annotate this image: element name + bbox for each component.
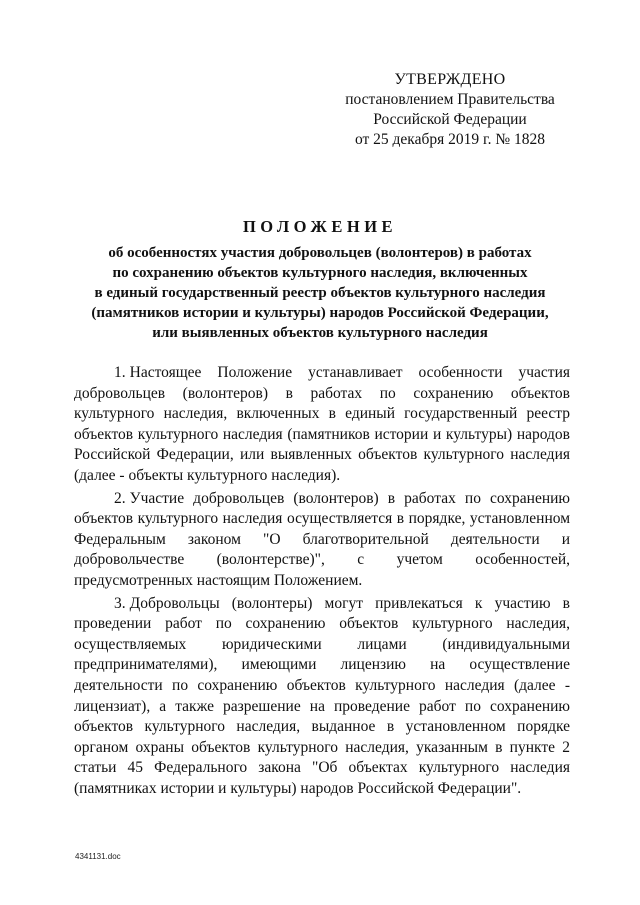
paragraph-text: Настоящее Положение устанавливает особенности участия добровольцев (волонтеров) в работах по сохранению объектов культурного наследия, включенных в единый государственный реестр объектов культурного наследия (памятников истории и культуры) народов Российской Федерации, или выявленных объектов культурного наследия (далее - объекты культурного наследия). bbox=[74, 364, 570, 484]
approval-line-2: Российской Федерации bbox=[373, 111, 527, 128]
subtitle-line: или выявленных объектов культурного наследия bbox=[152, 325, 488, 341]
paragraph-number: 2. bbox=[114, 489, 126, 507]
subtitle-line: по сохранению объектов культурного наследия, включенных bbox=[112, 265, 528, 281]
paragraph-3 bbox=[74, 594, 570, 800]
subtitle-line: об особенностях участия добровольцев (волонтеров) в работах bbox=[108, 245, 532, 261]
paragraph-2 bbox=[74, 489, 570, 592]
approval-stamp bbox=[330, 70, 570, 150]
paragraph-number: 1. bbox=[114, 364, 126, 381]
approval-line-3: от 25 декабря 2019 г. № 1828 bbox=[354, 131, 546, 148]
approval-line-1: постановлением Правительства bbox=[345, 91, 555, 108]
paragraph-1 bbox=[74, 363, 570, 487]
paragraph-number: 3. bbox=[114, 594, 126, 612]
paragraph-text: Добровольцы (волонтеры) могут привлекаться к участию в проведении работ по сохранению объектов культурного наследия, осуществляемых юридическими лицами (индивидуальными предпринимателями), имеющими лицензию на осуществление деятельности по сохранению объектов культурного наследия (далее - лицензиат), а также разрешение на проведение работ по сохранению объектов культурного наследия, выданное в установленном порядке органом охраны объектов культурного наследия, указанным в пункте 2 статьи 45 Федерального закона "Об объектах культурного наследия (памятниках истории и культуры) народов Российской Федерации". bbox=[74, 594, 570, 797]
document-title: ПОЛОЖЕНИЕ bbox=[242, 217, 398, 236]
file-name-footer: 4341131.doc bbox=[75, 852, 121, 861]
document-body bbox=[74, 363, 570, 801]
subtitle-line: (памятников истории и культуры) народов Российской Федерации, bbox=[91, 305, 549, 321]
subtitle-line: в единый государственный реестр объектов культурного наследия bbox=[94, 285, 546, 301]
document-heading bbox=[60, 217, 580, 343]
approved-label: УТВЕРЖДЕНО bbox=[394, 71, 506, 88]
paragraph-text: Участие добровольцев (волонтеров) в работах по сохранению объектов культурного наследия осуществляется в порядке, установленном Федеральным законом "О благотворительной деятельности и добровольчестве (волонтерстве)", с учетом особенностей, предусмотренных настоящим Положением. bbox=[74, 489, 570, 589]
